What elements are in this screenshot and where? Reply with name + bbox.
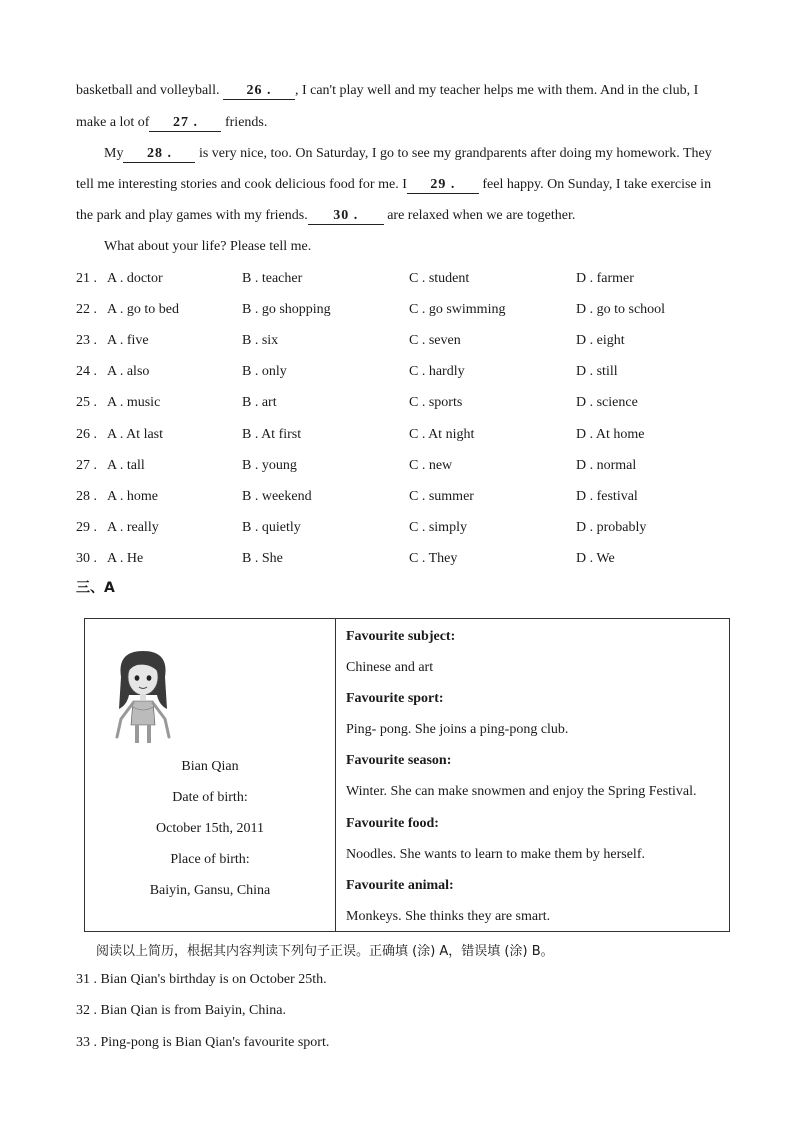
blank-30[interactable]: 30 . — [308, 208, 384, 225]
option-d[interactable]: D . go to school — [576, 302, 666, 317]
option-d[interactable]: D . probably — [576, 520, 647, 535]
section-title: 三、A — [76, 580, 115, 596]
option-b[interactable]: B . She — [242, 551, 283, 566]
passage-text: tell me interesting stories and cook delicious food for me. I — [76, 177, 407, 192]
option-b[interactable]: B . art — [242, 395, 277, 410]
option-c[interactable]: C . student — [409, 271, 470, 286]
question-number: 30 . — [76, 551, 97, 566]
option-d[interactable]: D . We — [576, 551, 615, 566]
dob-value: October 15th, 2011 — [156, 821, 264, 836]
question-row — [76, 519, 736, 537]
option-d[interactable]: D . At home — [576, 427, 645, 442]
question-row — [76, 550, 736, 568]
option-b[interactable]: B . go shopping — [242, 302, 331, 317]
question-row — [76, 332, 736, 350]
pob-value: Baiyin, Gansu, China — [149, 883, 271, 898]
option-b[interactable]: B . At first — [242, 427, 302, 442]
option-c[interactable]: C . summer — [409, 489, 474, 504]
passage-text: is very nice, too. On Saturday, I go to see my grandparents after doing my homework. They — [198, 146, 712, 161]
question-number: 22 . — [76, 302, 97, 317]
subject-value: Chinese and art — [346, 660, 434, 675]
option-b[interactable]: B . six — [242, 333, 279, 348]
question-number: 29 . — [76, 520, 97, 535]
option-c[interactable]: C . new — [409, 458, 453, 473]
option-a[interactable]: A . At last — [107, 427, 164, 442]
question-number: 26 . — [76, 427, 97, 442]
option-c[interactable]: C . At night — [409, 427, 475, 442]
option-a[interactable]: A . He — [107, 551, 144, 566]
profile-card — [84, 618, 730, 932]
girl-avatar-icon — [107, 647, 179, 743]
food-heading: Favourite food: — [346, 816, 439, 831]
option-a[interactable]: A . music — [107, 395, 161, 410]
option-d[interactable]: D . festival — [576, 489, 638, 504]
passage-line-4 — [76, 176, 711, 194]
profile-left-cell — [85, 619, 336, 932]
option-a[interactable]: A . tall — [107, 458, 145, 473]
tf-question-31: 31 . Bian Qian's birthday is on October 25th. — [76, 972, 327, 987]
option-d[interactable]: D . still — [576, 364, 618, 379]
animal-heading: Favourite animal: — [346, 878, 454, 893]
option-b[interactable]: B . teacher — [242, 271, 303, 286]
passage-text: basketball and volleyball. — [76, 83, 220, 98]
sport-heading: Favourite sport: — [346, 691, 444, 706]
food-value: Noodles. She wants to learn to make them by herself. — [346, 847, 645, 862]
option-c[interactable]: C . They — [409, 551, 458, 566]
passage-text: the park and play games with my friends. — [76, 208, 308, 223]
option-a[interactable]: A . really — [107, 520, 159, 535]
option-c[interactable]: C . simply — [409, 520, 467, 535]
option-b[interactable]: B . young — [242, 458, 297, 473]
option-c[interactable]: C . seven — [409, 333, 461, 348]
question-number: 25 . — [76, 395, 97, 410]
option-a[interactable]: A . five — [107, 333, 149, 348]
option-a[interactable]: A . doctor — [107, 271, 163, 286]
passage-text: , I can't play well and my teacher helps me with them. And in the club, I — [294, 83, 699, 98]
option-d[interactable]: D . farmer — [576, 271, 634, 286]
pob-label: Place of birth: — [170, 852, 250, 867]
passage-line-2 — [76, 114, 267, 132]
question-row — [76, 394, 736, 412]
dob-label: Date of birth: — [172, 790, 248, 805]
passage-line-1 — [76, 82, 698, 100]
sport-value: Ping- pong. She joins a ping-pong club. — [346, 722, 569, 737]
option-c[interactable]: C . go swimming — [409, 302, 506, 317]
profile-right-cell — [336, 619, 730, 932]
question-number: 23 . — [76, 333, 97, 348]
instruction-text: 阅读以上简历，根据其内容判读下列句子正误。正确填 (涂) A，错误填 (涂) B。 — [96, 944, 554, 959]
question-number: 27 . — [76, 458, 97, 473]
option-d[interactable]: D . normal — [576, 458, 637, 473]
question-number: 21 . — [76, 271, 97, 286]
option-c[interactable]: C . sports — [409, 395, 463, 410]
passage-text: My — [104, 146, 124, 161]
question-row — [76, 301, 736, 319]
option-c[interactable]: C . hardly — [409, 364, 465, 379]
option-d[interactable]: D . eight — [576, 333, 625, 348]
tf-question-32: 32 . Bian Qian is from Baiyin, China. — [76, 1003, 286, 1018]
option-a[interactable]: A . go to bed — [107, 302, 179, 317]
season-heading: Favourite season: — [346, 753, 452, 768]
question-row — [76, 363, 736, 381]
option-a[interactable]: A . also — [107, 364, 150, 379]
question-number: 28 . — [76, 489, 97, 504]
subject-heading: Favourite subject: — [346, 629, 456, 644]
question-number: 24 . — [76, 364, 97, 379]
question-row — [76, 488, 736, 506]
option-a[interactable]: A . home — [107, 489, 158, 504]
passage-text: friends. — [224, 115, 268, 130]
passage-text: are relaxed when we are together. — [387, 208, 576, 223]
passage-text: make a lot of — [76, 115, 150, 130]
passage-text: feel happy. On Sunday, I take exercise in — [482, 177, 712, 192]
blank-27[interactable]: 27 . — [149, 115, 221, 132]
blank-26[interactable]: 26 . — [223, 83, 295, 100]
option-b[interactable]: B . weekend — [242, 489, 312, 504]
question-row — [76, 270, 736, 288]
blank-28[interactable]: 28 . — [123, 146, 195, 163]
profile-name: Bian Qian — [181, 759, 239, 774]
tf-question-33: 33 . Ping-pong is Bian Qian's favourite sport. — [76, 1035, 330, 1050]
question-row — [76, 457, 736, 475]
passage-line-6: What about your life? Please tell me. — [104, 239, 312, 254]
option-b[interactable]: B . only — [242, 364, 287, 379]
option-d[interactable]: D . science — [576, 395, 638, 410]
passage-line-3 — [104, 145, 712, 163]
option-b[interactable]: B . quietly — [242, 520, 301, 535]
animal-value: Monkeys. She thinks they are smart. — [346, 909, 551, 924]
season-value: Winter. She can make snowmen and enjoy the Spring Festival. — [346, 784, 697, 799]
passage-line-5 — [76, 207, 575, 225]
blank-29[interactable]: 29 . — [407, 177, 479, 194]
question-row — [76, 426, 736, 444]
